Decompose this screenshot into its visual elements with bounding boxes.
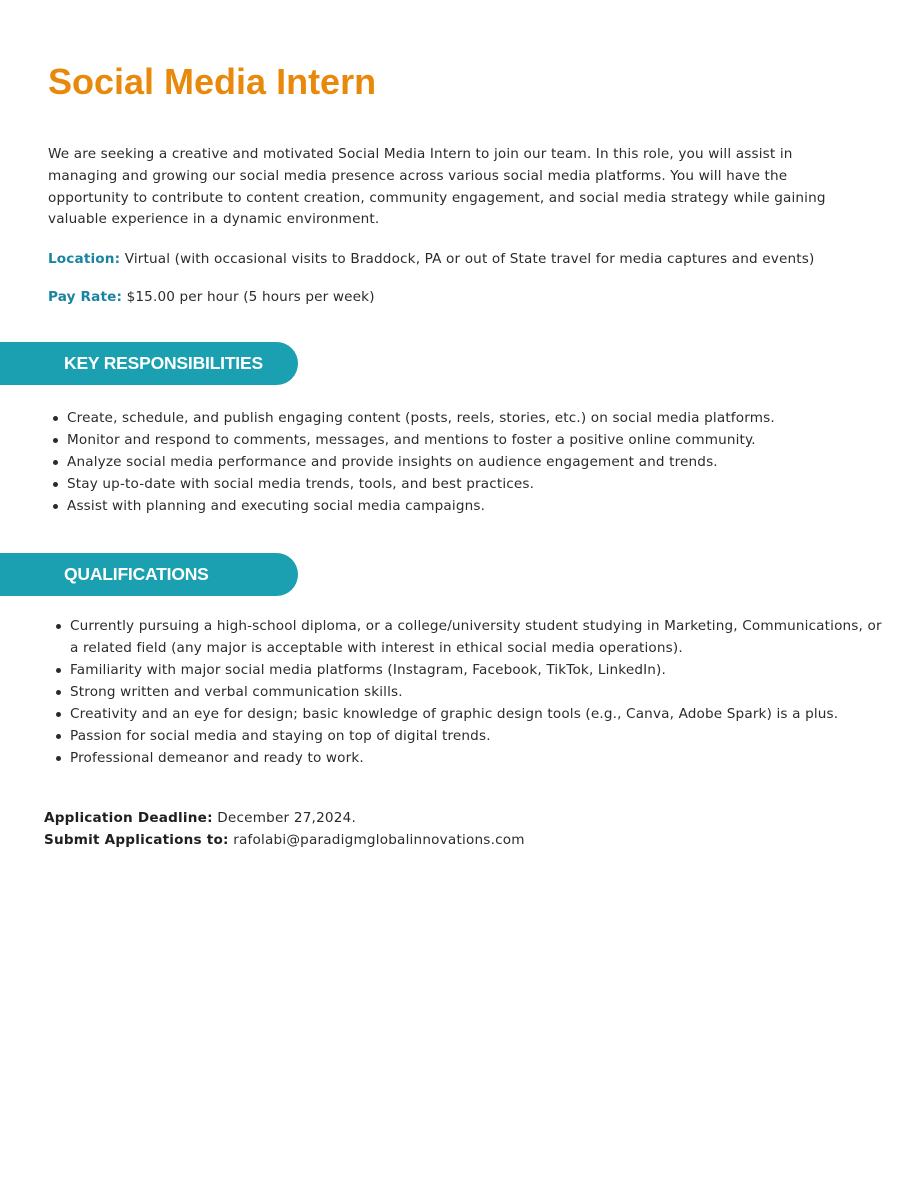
section-heading-qualifications: QUALIFICATIONS — [64, 564, 209, 584]
list-item: Professional demeanor and ready to work. — [52, 747, 882, 769]
list-item: Passion for social media and staying on top of digital trends. — [52, 725, 882, 747]
list-item: Stay up-to-date with social media trends, tools, and best practices. — [49, 473, 869, 495]
list-item: Familiarity with major social media platforms (Instagram, Facebook, TikTok, LinkedIn). — [52, 659, 882, 681]
intro-paragraph: We are seeking a creative and motivated Social Media Intern to join our team. In this role, you will assist in managing and growing our social media presence across various social media platforms. You will have the opportunity to contribute to content creation, community engagement, and social media strategy while gaining valuable experience in a dynamic environment. — [48, 146, 826, 228]
section-header-responsibilities — [0, 342, 298, 385]
qualifications-list — [52, 615, 882, 769]
list-item: Strong written and verbal communication skills. — [52, 681, 882, 703]
deadline-value: December 27,2024. — [217, 810, 356, 826]
location-label: Location: — [48, 251, 121, 267]
responsibilities-list — [49, 407, 869, 517]
submit-label: Submit Applications to: — [44, 832, 229, 848]
deadline-line — [44, 807, 356, 829]
pay-rate-label: Pay Rate: — [48, 289, 123, 305]
section-heading-responsibilities: KEY RESPONSIBILITIES — [64, 353, 263, 373]
submit-email: rafolabi@paradigmglobalinnovations.com — [233, 832, 525, 848]
list-item: Creativity and an eye for design; basic knowledge of graphic design tools (e.g., Canva, Adobe Spark) is a plus. — [52, 703, 882, 725]
list-item: Assist with planning and executing social media campaigns. — [49, 495, 869, 517]
list-item: Monitor and respond to comments, messages, and mentions to foster a positive online community. — [49, 429, 869, 451]
location-value: Virtual (with occasional visits to Braddock, PA or out of State travel for media captures and events) — [124, 251, 815, 267]
list-item: Currently pursuing a high-school diploma, or a college/university student studying in Marketing, Communications, or a related field (any major is acceptable with interest in ethical social media operations). — [52, 615, 882, 659]
section-header-qualifications — [0, 553, 298, 596]
pay-rate-value: $15.00 per hour (5 hours per week) — [126, 289, 375, 305]
list-item: Create, schedule, and publish engaging content (posts, reels, stories, etc.) on social media platforms. — [49, 407, 869, 429]
submit-line — [44, 829, 525, 851]
list-item: Analyze social media performance and provide insights on audience engagement and trends. — [49, 451, 869, 473]
pay-rate-line — [48, 286, 878, 308]
deadline-label: Application Deadline: — [44, 810, 213, 826]
page-title: Social Media Intern — [48, 61, 377, 102]
location-line — [48, 248, 878, 270]
